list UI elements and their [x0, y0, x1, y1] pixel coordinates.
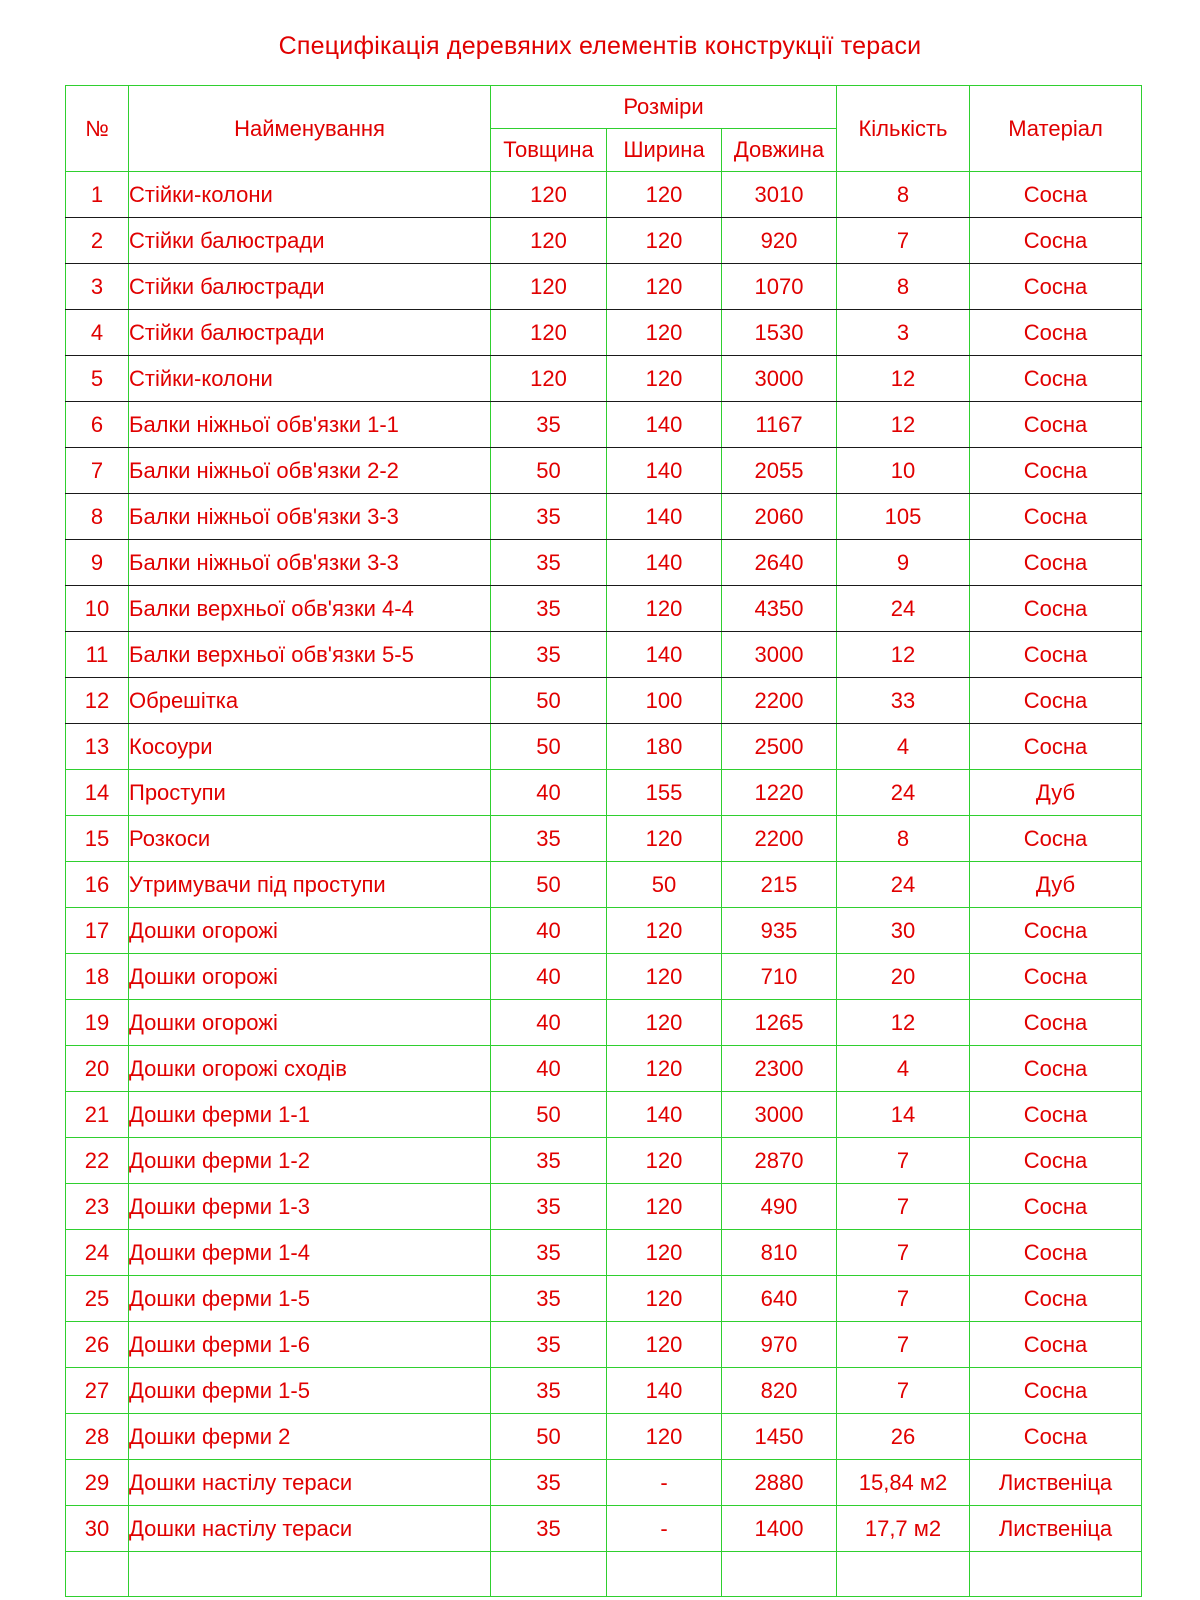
header-material: Матеріал	[970, 86, 1142, 172]
material-cell: Сосна	[970, 678, 1142, 724]
quantity-cell: 4	[837, 1046, 970, 1092]
quantity-cell: 24	[837, 862, 970, 908]
row-number-cell: 17	[66, 908, 129, 954]
table-row	[66, 1138, 1142, 1184]
row-number-cell: 23	[66, 1184, 129, 1230]
thickness-cell: 50	[491, 862, 607, 908]
material-cell: Сосна	[970, 586, 1142, 632]
width-cell: 120	[607, 172, 722, 218]
thickness-cell: 120	[491, 264, 607, 310]
width-cell: 140	[607, 1092, 722, 1138]
table-row	[66, 218, 1142, 264]
thickness-cell: 50	[491, 678, 607, 724]
row-number-cell: 10	[66, 586, 129, 632]
quantity-cell: 12	[837, 632, 970, 678]
width-cell: 120	[607, 908, 722, 954]
header-sizes: Розміри	[491, 86, 837, 129]
quantity-cell: 7	[837, 1368, 970, 1414]
quantity-cell: 7	[837, 1230, 970, 1276]
thickness-cell: 35	[491, 586, 607, 632]
width-cell: 180	[607, 724, 722, 770]
thickness-cell: 35	[491, 1322, 607, 1368]
header-num: №	[66, 86, 129, 172]
quantity-cell: 7	[837, 1138, 970, 1184]
row-number-cell: 18	[66, 954, 129, 1000]
material-cell: Сосна	[970, 1368, 1142, 1414]
width-cell: 120	[607, 310, 722, 356]
quantity-cell: 24	[837, 586, 970, 632]
material-cell: Лиственіца	[970, 1460, 1142, 1506]
material-cell: Сосна	[970, 494, 1142, 540]
specification-table	[65, 85, 1142, 1597]
material-cell: Сосна	[970, 1322, 1142, 1368]
row-number-cell: 26	[66, 1322, 129, 1368]
item-name-cell: Дошки ферми 1-4	[129, 1230, 491, 1276]
row-number-cell: 15	[66, 816, 129, 862]
material-cell: Сосна	[970, 724, 1142, 770]
item-name-cell: Дошки огорожі сходів	[129, 1046, 491, 1092]
quantity-cell: 33	[837, 678, 970, 724]
material-cell: Сосна	[970, 632, 1142, 678]
material-cell: Сосна	[970, 356, 1142, 402]
material-cell: Сосна	[970, 264, 1142, 310]
thickness-cell: 35	[491, 1460, 607, 1506]
quantity-cell: 3	[837, 310, 970, 356]
row-number-cell: 12	[66, 678, 129, 724]
row-number-cell: 24	[66, 1230, 129, 1276]
material-cell: Сосна	[970, 1138, 1142, 1184]
item-name-cell: Стійки балюстради	[129, 310, 491, 356]
row-number-cell: 6	[66, 402, 129, 448]
quantity-cell: 4	[837, 724, 970, 770]
material-cell: Сосна	[970, 908, 1142, 954]
length-cell: 1220	[722, 770, 837, 816]
table-row	[66, 540, 1142, 586]
item-name-cell: Дошки огорожі	[129, 954, 491, 1000]
thickness-cell: 120	[491, 310, 607, 356]
table-row	[66, 494, 1142, 540]
length-cell: 490	[722, 1184, 837, 1230]
quantity-cell: 20	[837, 954, 970, 1000]
length-cell: 970	[722, 1322, 837, 1368]
item-name-cell: Стійки-колони	[129, 356, 491, 402]
length-cell: 1167	[722, 402, 837, 448]
length-cell: 2300	[722, 1046, 837, 1092]
row-number-cell: 30	[66, 1506, 129, 1552]
width-cell: 120	[607, 954, 722, 1000]
item-name-cell: Дошки ферми 1-5	[129, 1368, 491, 1414]
table-row	[66, 448, 1142, 494]
thickness-cell: 35	[491, 1506, 607, 1552]
row-number-cell: 27	[66, 1368, 129, 1414]
table-row	[66, 1322, 1142, 1368]
table-row	[66, 356, 1142, 402]
table-row	[66, 770, 1142, 816]
quantity-cell: 14	[837, 1092, 970, 1138]
width-cell: 140	[607, 448, 722, 494]
table-row	[66, 724, 1142, 770]
material-cell: Сосна	[970, 540, 1142, 586]
empty-cell	[970, 1552, 1142, 1597]
thickness-cell: 35	[491, 1368, 607, 1414]
row-number-cell: 21	[66, 1092, 129, 1138]
item-name-cell: Дошки настілу тераси	[129, 1460, 491, 1506]
length-cell: 3000	[722, 356, 837, 402]
thickness-cell: 35	[491, 1276, 607, 1322]
empty-cell	[491, 1552, 607, 1597]
table-row	[66, 586, 1142, 632]
width-cell: 120	[607, 1230, 722, 1276]
header-name: Найменування	[129, 86, 491, 172]
width-cell: 140	[607, 540, 722, 586]
empty-row	[66, 1552, 1142, 1597]
thickness-cell: 35	[491, 540, 607, 586]
length-cell: 3000	[722, 632, 837, 678]
thickness-cell: 50	[491, 1414, 607, 1460]
quantity-cell: 8	[837, 264, 970, 310]
quantity-cell: 17,7 м2	[837, 1506, 970, 1552]
row-number-cell: 13	[66, 724, 129, 770]
item-name-cell: Дошки ферми 2	[129, 1414, 491, 1460]
row-number-cell: 28	[66, 1414, 129, 1460]
item-name-cell: Балки ніжньої обв'язки 3-3	[129, 494, 491, 540]
item-name-cell: Стійки балюстради	[129, 264, 491, 310]
thickness-cell: 40	[491, 1046, 607, 1092]
header-length: Довжина	[722, 129, 837, 172]
material-cell: Сосна	[970, 1092, 1142, 1138]
row-number-cell: 25	[66, 1276, 129, 1322]
thickness-cell: 50	[491, 448, 607, 494]
item-name-cell: Косоури	[129, 724, 491, 770]
width-cell: 50	[607, 862, 722, 908]
width-cell: 120	[607, 1322, 722, 1368]
item-name-cell: Обрешітка	[129, 678, 491, 724]
quantity-cell: 30	[837, 908, 970, 954]
thickness-cell: 50	[491, 724, 607, 770]
length-cell: 2500	[722, 724, 837, 770]
item-name-cell: Утримувачи під проступи	[129, 862, 491, 908]
width-cell: 120	[607, 1414, 722, 1460]
length-cell: 2640	[722, 540, 837, 586]
quantity-cell: 9	[837, 540, 970, 586]
table-row	[66, 402, 1142, 448]
material-cell: Сосна	[970, 1414, 1142, 1460]
table-row	[66, 1046, 1142, 1092]
item-name-cell: Проступи	[129, 770, 491, 816]
item-name-cell: Дошки огорожі	[129, 908, 491, 954]
empty-cell	[66, 1552, 129, 1597]
row-number-cell: 4	[66, 310, 129, 356]
empty-cell	[607, 1552, 722, 1597]
quantity-cell: 26	[837, 1414, 970, 1460]
quantity-cell: 8	[837, 172, 970, 218]
material-cell: Лиственіца	[970, 1506, 1142, 1552]
width-cell: 100	[607, 678, 722, 724]
item-name-cell: Стійки балюстради	[129, 218, 491, 264]
length-cell: 2055	[722, 448, 837, 494]
item-name-cell: Дошки огорожі	[129, 1000, 491, 1046]
length-cell: 3000	[722, 1092, 837, 1138]
item-name-cell: Балки верхньої обв'язки 5-5	[129, 632, 491, 678]
quantity-cell: 12	[837, 402, 970, 448]
material-cell: Сосна	[970, 1276, 1142, 1322]
width-cell: 120	[607, 1138, 722, 1184]
table-row	[66, 1368, 1142, 1414]
width-cell: 120	[607, 1184, 722, 1230]
length-cell: 1450	[722, 1414, 837, 1460]
table-row	[66, 1506, 1142, 1552]
item-name-cell: Балки верхньої обв'язки 4-4	[129, 586, 491, 632]
length-cell: 710	[722, 954, 837, 1000]
item-name-cell: Дошки ферми 1-1	[129, 1092, 491, 1138]
width-cell: 120	[607, 586, 722, 632]
table-row	[66, 954, 1142, 1000]
width-cell: 120	[607, 816, 722, 862]
width-cell: -	[607, 1460, 722, 1506]
table-row	[66, 862, 1142, 908]
header-row	[66, 86, 1142, 129]
width-cell: 120	[607, 356, 722, 402]
length-cell: 820	[722, 1368, 837, 1414]
quantity-cell: 8	[837, 816, 970, 862]
width-cell: 120	[607, 264, 722, 310]
material-cell: Сосна	[970, 1230, 1142, 1276]
material-cell: Сосна	[970, 218, 1142, 264]
length-cell: 4350	[722, 586, 837, 632]
thickness-cell: 40	[491, 1000, 607, 1046]
width-cell: 120	[607, 218, 722, 264]
quantity-cell: 7	[837, 218, 970, 264]
material-cell: Сосна	[970, 1184, 1142, 1230]
item-name-cell: Дошки ферми 1-6	[129, 1322, 491, 1368]
header-thickness: Товщина	[491, 129, 607, 172]
material-cell: Сосна	[970, 816, 1142, 862]
quantity-cell: 24	[837, 770, 970, 816]
length-cell: 810	[722, 1230, 837, 1276]
thickness-cell: 40	[491, 908, 607, 954]
thickness-cell: 120	[491, 172, 607, 218]
material-cell: Дуб	[970, 770, 1142, 816]
quantity-cell: 7	[837, 1322, 970, 1368]
row-number-cell: 7	[66, 448, 129, 494]
row-number-cell: 20	[66, 1046, 129, 1092]
thickness-cell: 35	[491, 632, 607, 678]
header-qty: Кількість	[837, 86, 970, 172]
table-row	[66, 632, 1142, 678]
material-cell: Сосна	[970, 954, 1142, 1000]
thickness-cell: 120	[491, 218, 607, 264]
table-row	[66, 1414, 1142, 1460]
row-number-cell: 16	[66, 862, 129, 908]
quantity-cell: 105	[837, 494, 970, 540]
quantity-cell: 7	[837, 1184, 970, 1230]
table-row	[66, 1000, 1142, 1046]
table-row	[66, 678, 1142, 724]
thickness-cell: 40	[491, 770, 607, 816]
quantity-cell: 12	[837, 356, 970, 402]
width-cell: 120	[607, 1276, 722, 1322]
length-cell: 920	[722, 218, 837, 264]
row-number-cell: 1	[66, 172, 129, 218]
row-number-cell: 19	[66, 1000, 129, 1046]
length-cell: 1265	[722, 1000, 837, 1046]
width-cell: 140	[607, 402, 722, 448]
quantity-cell: 15,84 м2	[837, 1460, 970, 1506]
table-row	[66, 908, 1142, 954]
material-cell: Сосна	[970, 172, 1142, 218]
length-cell: 215	[722, 862, 837, 908]
length-cell: 1070	[722, 264, 837, 310]
header-width: Ширина	[607, 129, 722, 172]
thickness-cell: 35	[491, 816, 607, 862]
length-cell: 2060	[722, 494, 837, 540]
table-row	[66, 816, 1142, 862]
thickness-cell: 35	[491, 402, 607, 448]
empty-cell	[129, 1552, 491, 1597]
length-cell: 1530	[722, 310, 837, 356]
length-cell: 2880	[722, 1460, 837, 1506]
row-number-cell: 22	[66, 1138, 129, 1184]
length-cell: 2870	[722, 1138, 837, 1184]
row-number-cell: 29	[66, 1460, 129, 1506]
material-cell: Сосна	[970, 402, 1142, 448]
material-cell: Дуб	[970, 862, 1142, 908]
width-cell: 140	[607, 494, 722, 540]
row-number-cell: 11	[66, 632, 129, 678]
quantity-cell: 7	[837, 1276, 970, 1322]
item-name-cell: Дошки ферми 1-2	[129, 1138, 491, 1184]
thickness-cell: 35	[491, 1138, 607, 1184]
row-number-cell: 9	[66, 540, 129, 586]
thickness-cell: 120	[491, 356, 607, 402]
row-number-cell: 14	[66, 770, 129, 816]
row-number-cell: 5	[66, 356, 129, 402]
row-number-cell: 2	[66, 218, 129, 264]
row-number-cell: 3	[66, 264, 129, 310]
item-name-cell: Дошки ферми 1-5	[129, 1276, 491, 1322]
material-cell: Сосна	[970, 1000, 1142, 1046]
length-cell: 640	[722, 1276, 837, 1322]
width-cell: 120	[607, 1046, 722, 1092]
length-cell: 935	[722, 908, 837, 954]
material-cell: Сосна	[970, 1046, 1142, 1092]
width-cell: 120	[607, 1000, 722, 1046]
item-name-cell: Стійки-колони	[129, 172, 491, 218]
length-cell: 2200	[722, 678, 837, 724]
table-row	[66, 1184, 1142, 1230]
item-name-cell: Балки ніжньої обв'язки 3-3	[129, 540, 491, 586]
length-cell: 2200	[722, 816, 837, 862]
quantity-cell: 10	[837, 448, 970, 494]
item-name-cell: Дошки ферми 1-3	[129, 1184, 491, 1230]
item-name-cell: Дошки настілу тераси	[129, 1506, 491, 1552]
table-row	[66, 172, 1142, 218]
empty-cell	[722, 1552, 837, 1597]
quantity-cell: 12	[837, 1000, 970, 1046]
thickness-cell: 35	[491, 1230, 607, 1276]
table-row	[66, 310, 1142, 356]
item-name-cell: Розкоси	[129, 816, 491, 862]
item-name-cell: Балки ніжньої обв'язки 2-2	[129, 448, 491, 494]
width-cell: 140	[607, 632, 722, 678]
width-cell: 155	[607, 770, 722, 816]
thickness-cell: 35	[491, 494, 607, 540]
thickness-cell: 50	[491, 1092, 607, 1138]
length-cell: 1400	[722, 1506, 837, 1552]
document-title: Специфікація деревяних елементів конструкції тераси	[278, 32, 922, 60]
material-cell: Сосна	[970, 310, 1142, 356]
table-row	[66, 1092, 1142, 1138]
material-cell: Сосна	[970, 448, 1142, 494]
table-row	[66, 1230, 1142, 1276]
row-number-cell: 8	[66, 494, 129, 540]
item-name-cell: Балки ніжньої обв'язки 1-1	[129, 402, 491, 448]
table-body	[66, 172, 1142, 1597]
empty-cell	[837, 1552, 970, 1597]
table-row	[66, 1460, 1142, 1506]
thickness-cell: 40	[491, 954, 607, 1000]
thickness-cell: 35	[491, 1184, 607, 1230]
table-row	[66, 264, 1142, 310]
width-cell: 140	[607, 1368, 722, 1414]
table-row	[66, 1276, 1142, 1322]
width-cell: -	[607, 1506, 722, 1552]
length-cell: 3010	[722, 172, 837, 218]
